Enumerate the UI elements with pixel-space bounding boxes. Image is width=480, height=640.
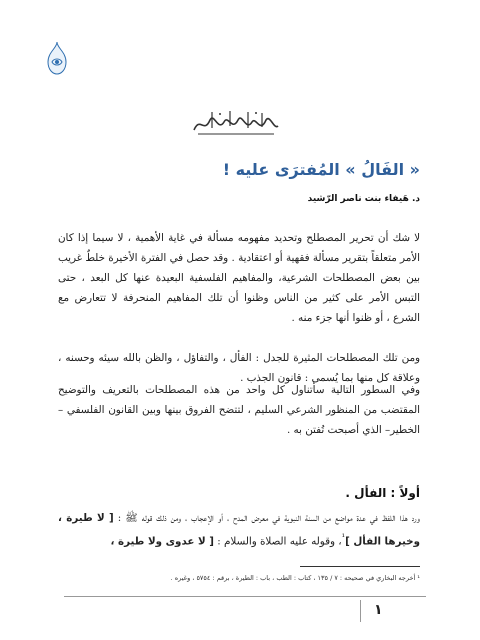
page-footer-line xyxy=(64,596,426,597)
article-author: د. هَيفاء بنت ناصر الرّشيد xyxy=(307,194,420,204)
hadith-quote-2: [ لا عدوى ولا طيرة ، xyxy=(110,535,214,548)
footnote-reference[interactable]: ¹ xyxy=(341,533,346,543)
footnote-divider xyxy=(300,566,420,567)
section-text-2: ، وقوله عليه الصلاة والسلام : xyxy=(213,535,342,548)
paragraph-outline: وفي السطور التالية سأتناول كل واحد من هذه المصطلحات بالتعريف والتوضيح المقتضب من المنظور الشرعي السليم ، لتتضح الفروق بينها وبين القانون الفلسفي – الخطير– الذي أصبحت تُفتن به . xyxy=(58,384,420,436)
article-title: « الفَالُ » المُفترَى عليه ! xyxy=(222,160,420,179)
page-number: ١ xyxy=(374,602,383,618)
emblem-logo-icon xyxy=(42,40,72,76)
hadith-quote-1: [ لا طيرة ، وخيرها الفأل ] xyxy=(58,512,420,548)
footnote: ¹ أخرجه البخاري في صحيحه : ٧ / ١٣٥ ، كتاب : الطب ، باب : الطيرة ، برقم : ٥٧٥٤ ، وغيره . xyxy=(170,574,420,582)
paragraph-intro: لا شك أن تحرير المصطلح وتحديد مفهومه مسألة في غاية الأهمية ، لا سيما إذا كان الأمر متعلقاً بتقرير مسألة فقهية أو اعتقادية . وقد حصل في الفترة الأخيرة خلطٌ غريب بين بعض المصطلحات الشرعية، والمفاهيم الفلسفية البعيدة عنها كل البعد ، حتى التبس الأمر على كثير من الناس وظنوا أن تلك المفاهيم المنحرفة لا تتعارض مع الشرع ، أو ظنوا أنها جزء منه . xyxy=(58,232,420,324)
section-heading: أولاً : الفأل . xyxy=(345,486,420,500)
paragraph-fal xyxy=(58,508,420,551)
paragraph-terms: ومن تلك المصطلحات المثيرة للجدل : الفأل ، والتفاؤل ، والظن بالله سيئه وحسنه ، وعلاقة كل منها بما يُسمى : قانون الجذب . xyxy=(58,352,420,384)
basmala-calligraphy-icon xyxy=(190,108,282,138)
page-number-separator xyxy=(360,600,361,622)
section-text-1: ورد هذا اللفظ في عدة مواضع من السنة النبوية في معرض المدح ، أو الإعجاب ، ومن ذلك قوله ﷺ : xyxy=(113,512,420,524)
